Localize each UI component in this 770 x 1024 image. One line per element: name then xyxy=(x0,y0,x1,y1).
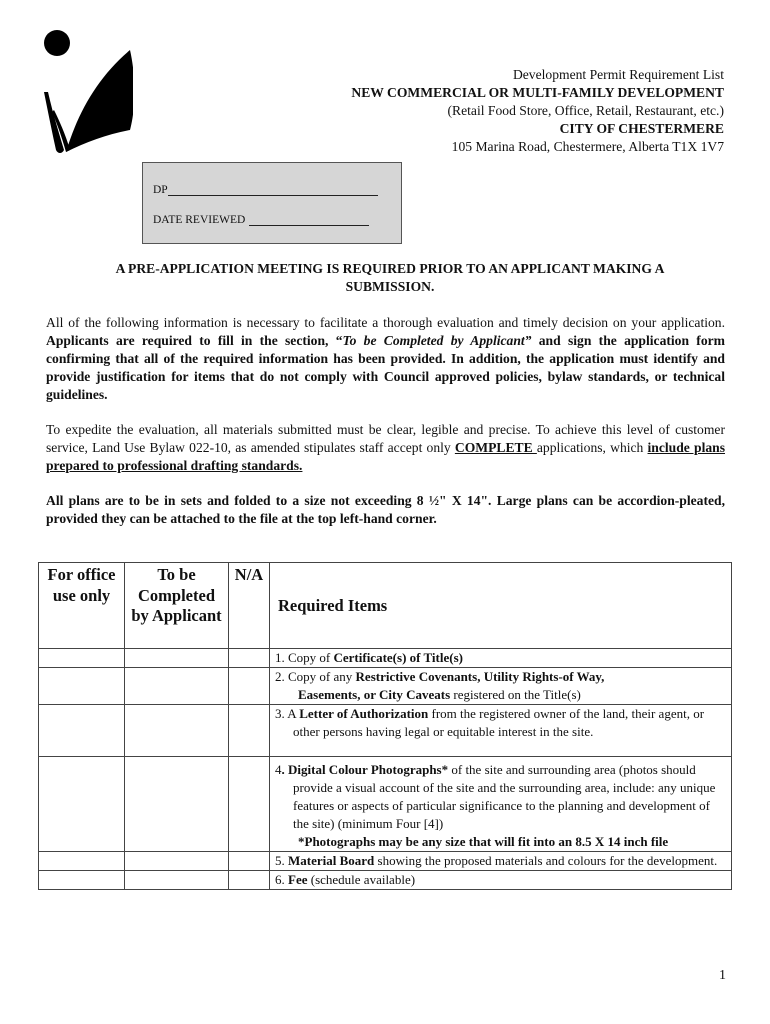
required-item-5 xyxy=(270,852,732,871)
intro-bold-text-2: and sign the application form confirming that all of the required information has been provided. In addition, the application must identify and provide justification for items that do not comply with Council approved policies, bylaw standards, or technical guidelines. xyxy=(46,333,725,402)
logo-leaf xyxy=(66,50,133,152)
item-bold-text: Fee xyxy=(288,872,308,887)
table-row xyxy=(39,668,732,705)
na-cell[interactable] xyxy=(229,668,270,705)
item-text: 4 xyxy=(275,762,282,777)
city-logo xyxy=(38,22,133,162)
na-cell[interactable] xyxy=(229,852,270,871)
col-na: N/A xyxy=(229,563,270,649)
na-cell[interactable] xyxy=(229,649,270,668)
col-office-use: For office use only xyxy=(39,563,125,649)
col-required-items: Required Items xyxy=(270,563,732,649)
table-row xyxy=(39,705,732,757)
table-row xyxy=(39,852,732,871)
intro-paragraph xyxy=(46,314,725,404)
applicant-cell[interactable] xyxy=(125,705,229,757)
item-text-2: of the site and surrounding area (photos should provide a visual account of the site and the surrounding area, include: any unique features or aspects of particular significance to the planning and development of the site) (minimum Four [4]) xyxy=(293,762,716,831)
expedite-text: To expedite the evaluation, all materials submitted must be clear, legible and precise. To achieve this level of customer service, Land Use Bylaw 022-10, as amended stipulates staff accept only xyxy=(46,422,725,455)
plans-paragraph: All plans are to be in sets and folded to a size not exceeding 8 ½" X 14". Large plans can be accordion-pleated, provided they can be attached to the file at the top left-hand corner. xyxy=(46,493,725,526)
header-line-5: 105 Marina Road, Chestermere, Alberta T1X 1V7 xyxy=(451,139,724,154)
item-text-2: from the registered owner of the land, their agent, or other persons having legal or equitable interest in the site. xyxy=(293,706,705,739)
na-cell[interactable] xyxy=(229,871,270,890)
page-number: 1 xyxy=(719,968,726,983)
intro-text: All of the following information is necessary to facilitate a thorough evaluation and timely decision on your application. xyxy=(46,315,725,330)
required-item-3 xyxy=(270,705,732,757)
item-text: 5. xyxy=(275,853,288,868)
item-bold-text: . Digital Colour Photographs* xyxy=(281,762,449,777)
required-item-6 xyxy=(270,871,732,890)
item-text: 3. A xyxy=(275,706,300,721)
applicant-cell[interactable] xyxy=(125,757,229,852)
photo-size-note: *Photographs may be any size that will fit into an 8.5 X 14 inch file xyxy=(298,834,669,849)
item-text-2: registered on the Title(s) xyxy=(450,687,581,702)
item-bold-text-2: Easements, or City Caveats xyxy=(298,687,451,702)
office-use-cell[interactable] xyxy=(39,871,125,890)
intro-italic-text: To be Completed by Applicant” xyxy=(342,333,532,348)
complete-emphasis: COMPLETE xyxy=(454,440,537,455)
item-text: 1. Copy of xyxy=(275,650,334,665)
table-row xyxy=(39,871,732,890)
applicant-cell[interactable] xyxy=(125,852,229,871)
logo-dot xyxy=(44,30,70,56)
required-item-2 xyxy=(270,668,732,705)
table-header-row xyxy=(39,563,732,649)
header-line-1: Development Permit Requirement List xyxy=(512,67,724,82)
office-use-cell[interactable] xyxy=(39,649,125,668)
date-reviewed-label: DATE REVIEWED xyxy=(153,214,246,226)
item-bold-text: Letter of Authorization xyxy=(299,706,429,721)
date-reviewed-line xyxy=(249,213,369,226)
item-text: 2. Copy of any xyxy=(275,669,356,684)
item-bold-text: Material Board xyxy=(288,853,375,868)
office-use-cell[interactable] xyxy=(39,668,125,705)
na-cell[interactable] xyxy=(229,757,270,852)
item-text-2: (schedule available) xyxy=(307,872,416,887)
na-cell[interactable] xyxy=(229,705,270,757)
required-item-1 xyxy=(270,649,732,668)
header-line-3: (Retail Food Store, Office, Retail, Restaurant, etc.) xyxy=(447,103,724,118)
logo-stem-1 xyxy=(44,92,64,153)
intro-bold-text: Applicants are required to fill in the section, “ xyxy=(46,333,343,348)
drafting-standards-emphasis: include plans prepared to professional drafting standards. xyxy=(46,440,725,473)
item-continuation xyxy=(275,686,728,704)
item-bold-text: Restrictive Covenants, Utility Rights-of Way, xyxy=(355,669,605,684)
applicant-cell[interactable] xyxy=(125,871,229,890)
applicant-cell[interactable] xyxy=(125,649,229,668)
office-use-box xyxy=(142,162,402,244)
header-line-4: CITY OF CHESTERMERE xyxy=(559,121,724,136)
applicant-cell[interactable] xyxy=(125,668,229,705)
header-line-2: NEW COMMERCIAL OR MULTI-FAMILY DEVELOPMENT xyxy=(351,85,724,100)
item-text-2: showing the proposed materials and colours for the development. xyxy=(374,853,718,868)
office-use-cell[interactable] xyxy=(39,852,125,871)
item-bold-text: Certificate(s) of Title(s) xyxy=(333,650,463,665)
dp-label: DP xyxy=(153,184,168,196)
col-applicant: To be Completed by Applicant xyxy=(125,563,229,649)
dp-number-line xyxy=(168,183,378,196)
document-header xyxy=(351,66,724,156)
expedite-paragraph xyxy=(46,421,725,475)
table-row xyxy=(39,649,732,668)
required-item-4 xyxy=(270,757,732,852)
item-text: 6. xyxy=(275,872,288,887)
requirements-table xyxy=(38,562,732,890)
office-use-cell[interactable] xyxy=(39,705,125,757)
pre-application-notice: A PRE-APPLICATION MEETING IS REQUIRED PRIOR TO AN APPLICANT MAKING A SUBMISSION. xyxy=(115,261,665,294)
office-use-cell[interactable] xyxy=(39,757,125,852)
expedite-text-2: applications, which xyxy=(536,440,648,455)
table-row xyxy=(39,757,732,852)
